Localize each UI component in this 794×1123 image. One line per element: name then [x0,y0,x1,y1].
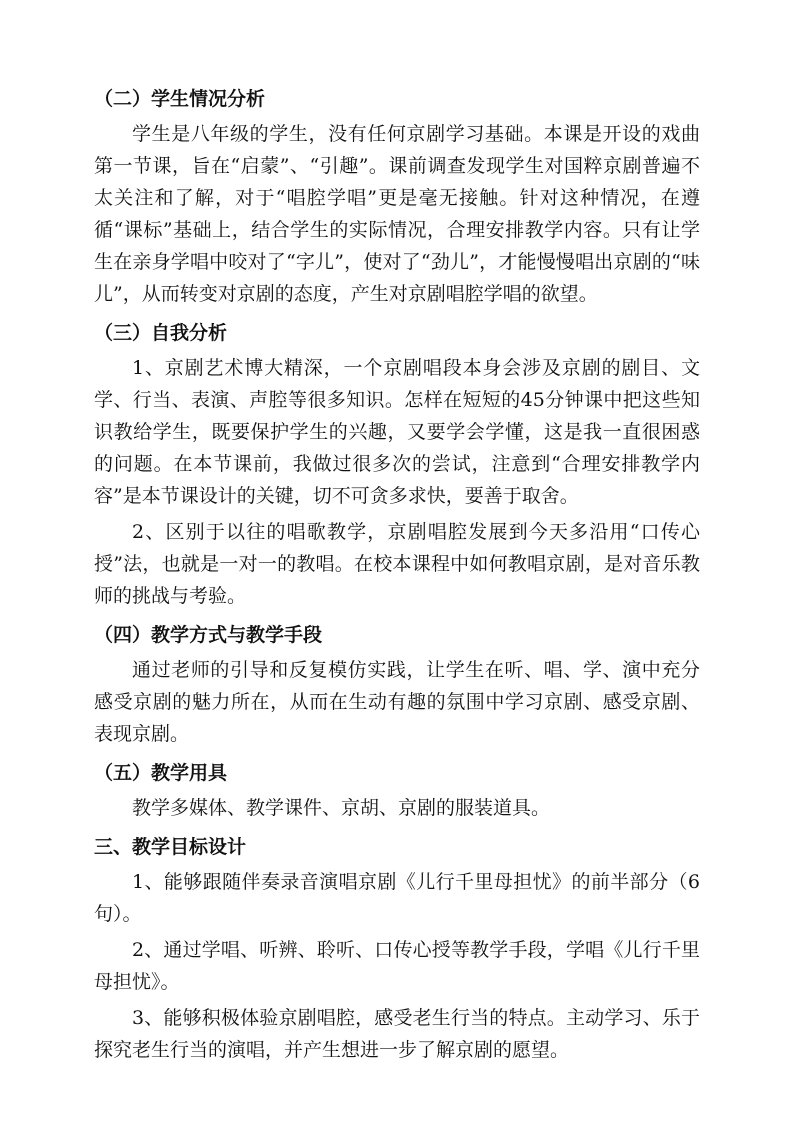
paragraph-teaching-methods: 通过老师的引导和反复模仿实践，让学生在听、唱、学、演中充分感受京剧的魅力所在，从而在生动有趣的氛围中学习京剧、感受京剧、表现京剧。 [94,659,700,745]
section-heading-teaching-methods: （四）教学方式与教学手段 [94,624,323,646]
paragraph-student-analysis: 学生是八年级的学生，没有任何京剧学习基础。本课是开设的戏曲第一节课，旨在“启蒙”、“引趣”。课前调查发现学生对国粹京剧普遍不太关注和了解，对于“唱腔学唱”更是毫无接触。针对这种情况，在遵循“课标”基础上，结合学生的实际情况，合理安排教学内容。只有让学生在亲身学唱中咬对了“字儿”，使对了“劲儿”，才能慢慢唱出京剧的“味儿”，从而转变对京剧的态度，产生对京剧唱腔学唱的欲望。 [94,123,700,305]
paragraph-teaching-tools: 教学多媒体、教学课件、京胡、京剧的服装道具。 [132,797,551,819]
section-heading-self-analysis: （三）自我分析 [94,322,228,344]
paragraph-self-analysis-1: 1、京剧艺术博大精深，一个京剧唱段本身会涉及京剧的剧目、文学、行当、表演、声腔等很多知识。怎样在短短的45分钟课中把这些知识教给学生，既要保护学生的兴趣，又要学会学懂，这是我一直很困惑的问题。在本节课前，我做过很多次的尝试，注意到“合理安排教学内容”是本节课设计的关键，切不可贪多求快，要善于取舍。 [94,357,700,507]
paragraph-teaching-goal-3: 3、能够积极体验京剧唱腔，感受老生行当的特点。主动学习、乐于探究老生行当的演唱，并产生想进一步了解京剧的愿望。 [94,1007,700,1061]
paragraph-self-analysis-2: 2、区别于以往的唱歌教学，京剧唱腔发展到今天多沿用“口传心授”法，也就是一对一的教唱。在校本课程中如何教唱京剧，是对音乐教师的挑战与考验。 [94,521,700,607]
section-heading-teaching-goals: 三、教学目标设计 [94,836,247,858]
document-page [94,80,700,1070]
section-heading-student-analysis: （二）学生情况分析 [94,88,266,110]
section-heading-teaching-tools: （五）教学用具 [94,762,228,784]
paragraph-teaching-goal-1: 1、能够跟随伴奏录音演唱京剧《儿行千里母担忧》的前半部分（6句）。 [94,871,700,925]
paragraph-teaching-goal-2: 2、通过学唱、听辨、聆听、口传心授等教学手段，学唱《儿行千里母担忧》。 [94,939,700,993]
